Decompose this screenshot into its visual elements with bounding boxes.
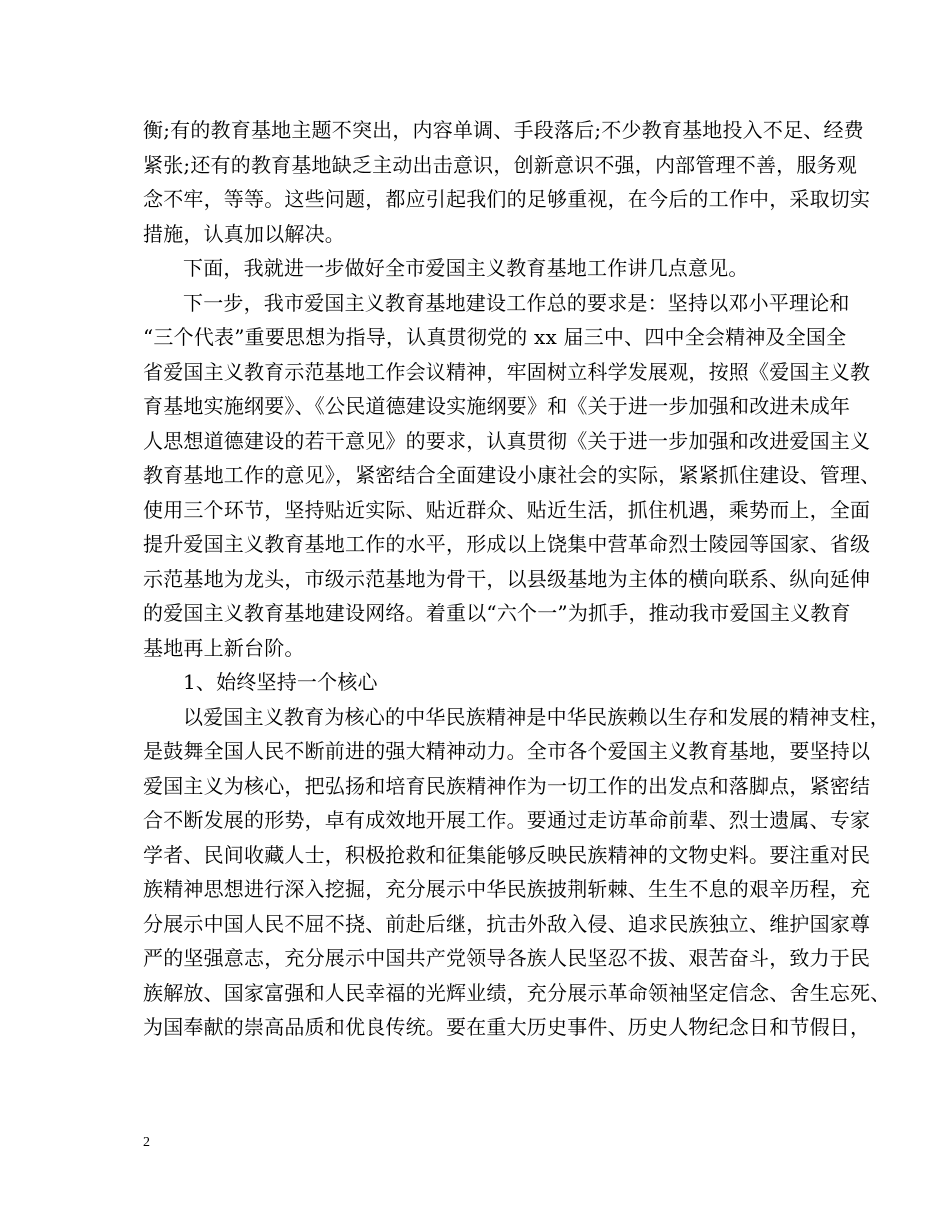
text-line: 学者、民间收藏人士，积极抢救和征集能够反映民族精神的文物史料。要注重对民 [143, 842, 871, 867]
page-number: 2 [143, 1135, 150, 1150]
text-line: 是鼓舞全国人民不断前进的强大精神动力。全市各个爱国主义教育基地，要坚持以 [143, 739, 871, 763]
text-line: 示范基地为龙头，市级示范基地为骨干，以县级基地为主体的横向联系、纵向延伸 [143, 566, 871, 591]
text-line: 育基地实施纲要》、《公民道德建设实施纲要》和《关于进一步加强和改进未成年 [143, 394, 851, 418]
text-line: 族精神思想进行深入挖掘，充分展示中华民族披荆斩棘、生生不息的艰辛历程，充 [143, 877, 871, 901]
text-line: 人思想道德建设的若干意见》的要求，认真贯彻《关于进一步加强和改进爱国主义 [143, 428, 871, 453]
text-line: 提升爱国主义教育基地工作的水平，形成以上饶集中营革命烈士陵园等国家、省级 [143, 532, 871, 556]
text-line: 严的坚强意志，充分展示中国共产党领导各族人民坚忍不拔、艰苦奋斗，致力于民 [143, 946, 871, 970]
paragraph-first-line: 以爱国主义教育为核心的中华民族精神是中华民族赖以生存和发展的精神支柱， [183, 704, 890, 729]
text-line: 族解放、国家富强和人民幸福的光辉业绩，充分展示革命领袖坚定信念、舍生忘死、 [143, 980, 891, 1005]
text-line: 分展示中国人民不屈不挠、前赴后继，抗击外敌入侵、追求民族独立、维护国家尊 [143, 911, 871, 936]
section-heading: 1、始终坚持一个核心 [183, 670, 378, 694]
text-line: 使用三个环节，坚持贴近实际、贴近群众、贴近生活，抓住机遇，乘势而上，全面 [143, 497, 871, 522]
text-line: 基地再上新台阶。 [143, 635, 305, 660]
paragraph-first-line: 下面，我就进一步做好全市爱国主义教育基地工作讲几点意见。 [183, 256, 749, 280]
text-line: 紧张;还有的教育基地缺乏主动出击意识，创新意识不强，内部管理不善，服务观 [143, 152, 857, 177]
body-text [143, 113, 891, 1045]
text-line: 衡;有的教育基地主题不突出，内容单调、手段落后;不少教育基地投入不足、经费 [143, 118, 864, 142]
text-line: 念不牢，等等。这些问题，都应引起我们的足够重视，在今后的工作中，采取切实 [143, 187, 871, 211]
text-line: 合不断发展的形势，卓有成效地开展工作。要通过走访革命前辈、烈士遗属、专家 [143, 808, 871, 832]
text-line: 的爱国主义教育基地建设网络。着重以“六个一”为抓手，推动我市爱国主义教育 [143, 601, 851, 625]
text-line: 措施，认真加以解决。 [143, 221, 345, 246]
text-line: 教育基地工作的意见》，紧密结合全面建设小康社会的实际，紧紧抓住建设、管理、 [143, 463, 881, 487]
text-line: 为国奉献的崇高品质和优良传统。要在重大历史事件、历史人物纪念日和节假日， [143, 1015, 871, 1039]
text-line: 省爱国主义教育示范基地工作会议精神，牢固树立科学发展观，按照《爱国主义教 [143, 359, 871, 384]
text-line: 爱国主义为核心，把弘扬和培育民族精神作为一切工作的出发点和落脚点，紧密结 [143, 773, 871, 798]
paragraph-first-line: 下一步，我市爱国主义教育基地建设工作总的要求是：坚持以邓小平理论和 [183, 290, 850, 315]
text-line: “三个代表”重要思想为指导，认真贯彻党的 xx 届三中、四中全会精神及全国全 [143, 325, 847, 349]
